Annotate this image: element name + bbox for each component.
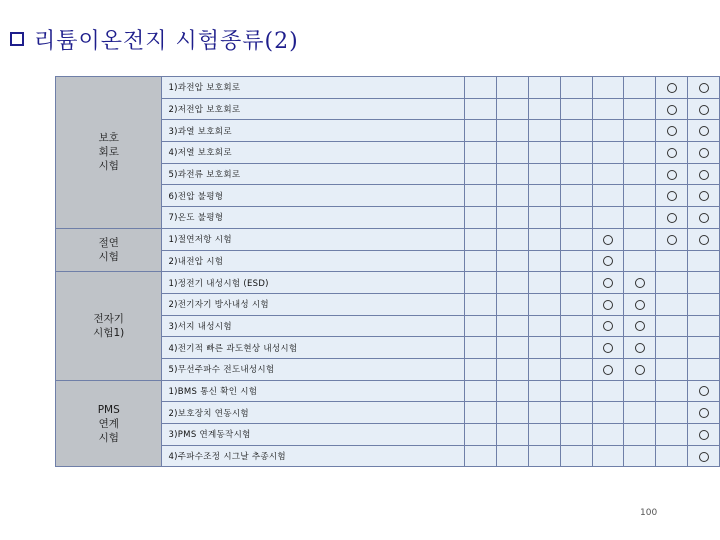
mark-cell: [560, 337, 592, 359]
mark-cell: [560, 358, 592, 380]
table-row: [56, 380, 720, 402]
mark-cell: [624, 293, 656, 315]
mark-cell: [528, 120, 560, 142]
circle-mark-icon: [699, 126, 709, 136]
mark-cell: [528, 445, 560, 467]
mark-cell: [624, 337, 656, 359]
mark-cell: [624, 402, 656, 424]
mark-cell: [624, 228, 656, 250]
mark-cell: [688, 207, 720, 229]
mark-cell: [592, 424, 624, 446]
mark-cell: [624, 77, 656, 99]
mark-cell: [497, 424, 529, 446]
circle-mark-icon: [603, 343, 613, 353]
circle-mark-icon: [667, 213, 677, 223]
circle-mark-icon: [699, 452, 709, 462]
circle-mark-icon: [667, 148, 677, 158]
mark-cell: [465, 358, 497, 380]
test-item-label: 2)보호장치 연동시험: [162, 402, 465, 424]
table-row: [56, 77, 720, 99]
mark-cell: [688, 77, 720, 99]
mark-cell: [528, 98, 560, 120]
page-number: 100: [640, 508, 658, 518]
mark-cell: [592, 142, 624, 164]
circle-mark-icon: [635, 343, 645, 353]
mark-cell: [465, 228, 497, 250]
mark-cell: [592, 77, 624, 99]
circle-mark-icon: [635, 321, 645, 331]
mark-cell: [497, 272, 529, 294]
circle-mark-icon: [699, 386, 709, 396]
circle-mark-icon: [699, 83, 709, 93]
mark-cell: [656, 358, 688, 380]
mark-cell: [688, 120, 720, 142]
mark-cell: [624, 380, 656, 402]
test-item-label: 2)저전압 보호회로: [162, 98, 465, 120]
mark-cell: [465, 424, 497, 446]
mark-cell: [624, 250, 656, 272]
mark-cell: [656, 380, 688, 402]
mark-cell: [560, 293, 592, 315]
mark-cell: [656, 445, 688, 467]
mark-cell: [656, 207, 688, 229]
mark-cell: [624, 185, 656, 207]
mark-cell: [465, 207, 497, 229]
group-pms: [56, 380, 162, 467]
group-label-line: 보호: [98, 132, 119, 145]
mark-cell: [592, 120, 624, 142]
mark-cell: [528, 337, 560, 359]
mark-cell: [465, 380, 497, 402]
mark-cell: [497, 337, 529, 359]
group-label-line: PMS: [97, 403, 120, 416]
mark-cell: [528, 228, 560, 250]
mark-cell: [592, 358, 624, 380]
group-electromagnetic: [56, 272, 162, 380]
mark-cell: [688, 185, 720, 207]
test-item-label: 3)PMS 연계동작시험: [162, 424, 465, 446]
group-label-line: 시험: [98, 160, 119, 173]
mark-cell: [528, 163, 560, 185]
mark-cell: [528, 207, 560, 229]
mark-cell: [592, 207, 624, 229]
mark-cell: [465, 120, 497, 142]
mark-cell: [528, 272, 560, 294]
mark-cell: [656, 272, 688, 294]
table-row: [56, 228, 720, 250]
circle-mark-icon: [603, 256, 613, 266]
mark-cell: [465, 272, 497, 294]
mark-cell: [592, 163, 624, 185]
circle-mark-icon: [699, 170, 709, 180]
mark-cell: [624, 120, 656, 142]
mark-cell: [560, 380, 592, 402]
mark-cell: [497, 358, 529, 380]
mark-cell: [688, 163, 720, 185]
mark-cell: [688, 380, 720, 402]
mark-cell: [624, 142, 656, 164]
mark-cell: [465, 402, 497, 424]
mark-cell: [560, 402, 592, 424]
test-item-label: 1)BMS 통신 확인 시험: [162, 380, 465, 402]
mark-cell: [624, 207, 656, 229]
checkbox-bullet-icon: [10, 32, 24, 46]
test-item-label: 1)과전압 보호회로: [162, 77, 465, 99]
mark-cell: [592, 380, 624, 402]
mark-cell: [560, 163, 592, 185]
circle-mark-icon: [699, 105, 709, 115]
test-item-label: 6)전압 불평형: [162, 185, 465, 207]
mark-cell: [560, 185, 592, 207]
test-item-label: 3)서지 내성시험: [162, 315, 465, 337]
mark-cell: [592, 402, 624, 424]
mark-cell: [656, 142, 688, 164]
mark-cell: [592, 185, 624, 207]
mark-cell: [465, 185, 497, 207]
test-item-label: 1)절연저항 시험: [162, 228, 465, 250]
circle-mark-icon: [635, 300, 645, 310]
mark-cell: [465, 315, 497, 337]
mark-cell: [656, 77, 688, 99]
mark-cell: [560, 272, 592, 294]
group-label-line: 전자기: [93, 312, 124, 325]
mark-cell: [465, 250, 497, 272]
mark-cell: [560, 445, 592, 467]
title-bar: [10, 26, 299, 52]
mark-cell: [592, 315, 624, 337]
group-insulation: [56, 228, 162, 271]
mark-cell: [497, 380, 529, 402]
mark-cell: [688, 293, 720, 315]
mark-cell: [528, 185, 560, 207]
mark-cell: [656, 120, 688, 142]
mark-cell: [656, 337, 688, 359]
mark-cell: [497, 98, 529, 120]
mark-cell: [592, 250, 624, 272]
mark-cell: [592, 98, 624, 120]
mark-cell: [624, 315, 656, 337]
mark-cell: [528, 424, 560, 446]
mark-cell: [656, 98, 688, 120]
test-item-label: 7)온도 불평형: [162, 207, 465, 229]
group-label-line: 시험: [98, 431, 119, 444]
mark-cell: [656, 315, 688, 337]
circle-mark-icon: [699, 191, 709, 201]
mark-cell: [497, 402, 529, 424]
mark-cell: [656, 228, 688, 250]
circle-mark-icon: [603, 321, 613, 331]
circle-mark-icon: [699, 213, 709, 223]
mark-cell: [465, 293, 497, 315]
mark-cell: [497, 120, 529, 142]
mark-cell: [560, 98, 592, 120]
mark-cell: [688, 98, 720, 120]
mark-cell: [465, 337, 497, 359]
mark-cell: [560, 77, 592, 99]
mark-cell: [560, 120, 592, 142]
mark-cell: [656, 402, 688, 424]
mark-cell: [592, 293, 624, 315]
circle-mark-icon: [603, 365, 613, 375]
mark-cell: [560, 424, 592, 446]
circle-mark-icon: [667, 170, 677, 180]
mark-cell: [528, 402, 560, 424]
group-label-line: 시험1): [93, 326, 125, 339]
mark-cell: [688, 272, 720, 294]
circle-mark-icon: [699, 430, 709, 440]
circle-mark-icon: [699, 148, 709, 158]
mark-cell: [688, 402, 720, 424]
mark-cell: [465, 142, 497, 164]
page-title: 리튬이온전지 시험종류(2): [34, 28, 299, 54]
mark-cell: [592, 228, 624, 250]
mark-cell: [560, 207, 592, 229]
mark-cell: [624, 358, 656, 380]
mark-cell: [528, 250, 560, 272]
mark-cell: [465, 445, 497, 467]
test-item-label: 4)주파수조정 시그날 추종시험: [162, 445, 465, 467]
circle-mark-icon: [603, 278, 613, 288]
mark-cell: [624, 163, 656, 185]
test-item-label: 4)저열 보호회로: [162, 142, 465, 164]
mark-cell: [528, 358, 560, 380]
mark-cell: [688, 228, 720, 250]
circle-mark-icon: [635, 278, 645, 288]
test-type-table: [55, 76, 720, 467]
test-item-label: 5)과전류 보호회로: [162, 163, 465, 185]
mark-cell: [528, 293, 560, 315]
mark-cell: [624, 424, 656, 446]
mark-cell: [497, 293, 529, 315]
mark-cell: [560, 142, 592, 164]
test-item-label: 4)전기적 빠른 과도현상 내성시험: [162, 337, 465, 359]
mark-cell: [624, 445, 656, 467]
test-item-label: 2)전기자기 방사내성 시험: [162, 293, 465, 315]
mark-cell: [624, 98, 656, 120]
mark-cell: [560, 315, 592, 337]
mark-cell: [592, 445, 624, 467]
circle-mark-icon: [699, 235, 709, 245]
circle-mark-icon: [667, 191, 677, 201]
mark-cell: [656, 293, 688, 315]
mark-cell: [497, 142, 529, 164]
test-item-label: 3)과열 보호회로: [162, 120, 465, 142]
circle-mark-icon: [667, 105, 677, 115]
mark-cell: [465, 77, 497, 99]
mark-cell: [688, 315, 720, 337]
circle-mark-icon: [635, 365, 645, 375]
mark-cell: [688, 142, 720, 164]
mark-cell: [656, 424, 688, 446]
mark-cell: [560, 228, 592, 250]
group-label-line: 회로: [98, 146, 119, 159]
mark-cell: [656, 185, 688, 207]
mark-cell: [688, 250, 720, 272]
circle-mark-icon: [603, 300, 613, 310]
mark-cell: [688, 424, 720, 446]
mark-cell: [656, 250, 688, 272]
mark-cell: [497, 77, 529, 99]
table-row: [56, 272, 720, 294]
test-item-label: 1)정전기 내성시험 (ESD): [162, 272, 465, 294]
mark-cell: [528, 315, 560, 337]
mark-cell: [528, 77, 560, 99]
circle-mark-icon: [667, 126, 677, 136]
test-item-label: 2)내전압 시험: [162, 250, 465, 272]
mark-cell: [560, 250, 592, 272]
mark-cell: [497, 250, 529, 272]
mark-cell: [592, 337, 624, 359]
mark-cell: [688, 445, 720, 467]
mark-cell: [688, 358, 720, 380]
mark-cell: [497, 228, 529, 250]
circle-mark-icon: [667, 83, 677, 93]
mark-cell: [497, 445, 529, 467]
mark-cell: [465, 163, 497, 185]
group-label-line: 연계: [98, 417, 119, 430]
mark-cell: [497, 315, 529, 337]
group-label-line: 절연: [98, 237, 119, 249]
mark-cell: [497, 163, 529, 185]
circle-mark-icon: [699, 408, 709, 418]
mark-cell: [528, 380, 560, 402]
circle-mark-icon: [667, 235, 677, 245]
group-label-line: 시험: [98, 251, 119, 263]
mark-cell: [592, 272, 624, 294]
mark-cell: [688, 337, 720, 359]
group-protection-circuit: [56, 77, 162, 229]
mark-cell: [497, 185, 529, 207]
mark-cell: [656, 163, 688, 185]
mark-cell: [465, 98, 497, 120]
mark-cell: [624, 272, 656, 294]
mark-cell: [528, 142, 560, 164]
test-item-label: 5)무선주파수 전도내성시험: [162, 358, 465, 380]
circle-mark-icon: [603, 235, 613, 245]
mark-cell: [497, 207, 529, 229]
